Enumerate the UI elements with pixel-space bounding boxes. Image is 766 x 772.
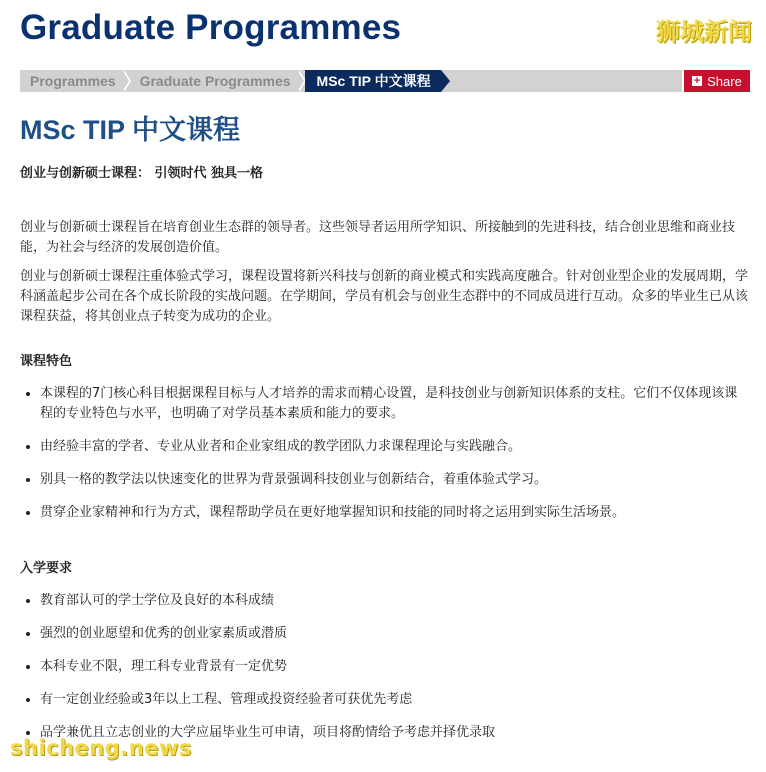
section-title: MSc TIP 中文课程	[20, 115, 241, 145]
list-item: • 强烈的创业愿望和优秀的创业家素质或潜质	[40, 624, 750, 644]
list-item: • 本科专业不限，理工科专业背景有一定优势	[40, 657, 750, 677]
requirements-list	[20, 591, 750, 743]
share-button[interactable]	[684, 70, 750, 92]
page-title: Graduate Programmes	[20, 8, 402, 47]
share-label: Share	[707, 73, 742, 89]
subtitle: 创业与创新硕士课程： 引领时代 独具一格	[20, 166, 264, 181]
main-content	[20, 164, 750, 756]
list-item: • 贯穿企业家精神和行为方式，课程帮助学员在更好地掌握知识和技能的同时将之运用到实际生活场景。	[40, 503, 750, 523]
intro-paragraph: 创业与创新硕士课程注重体验式学习，课程设置将新兴科技与创新的商业模式和实践高度融合。针对创业型企业的发展周期，学科涵盖起步公司在各个成长阶段的实战问题。在学期间，学员有机会与创业生态群中的不同成员进行互动。众多的毕业生已从该课程获益，将其创业点子转变为成功的企业。	[20, 269, 749, 324]
list-item: • 由经验丰富的学者、专业从业者和企业家组成的教学团队力求课程理论与实践融合。	[40, 437, 750, 457]
intro-paragraph: 创业与创新硕士课程旨在培育创业生态群的领导者。这些领导者运用所学知识、所接触到的先进科技，结合创业思维和商业技能，为社会与经济的发展创造价值。	[20, 220, 736, 255]
list-item: • 品学兼优且立志创业的大学应届毕业生可申请，项目将酌情给予考虑并择优录取	[40, 723, 750, 743]
list-item: • 有一定创业经验或3年以上工程、管理或投资经验者可获优先考虑	[40, 690, 750, 710]
breadcrumb-programmes[interactable]: Programmes	[20, 70, 130, 92]
list-item: • 教育部认可的学士学位及良好的本科成绩	[40, 591, 750, 611]
requirements-heading: 入学要求	[20, 561, 73, 576]
breadcrumb	[20, 70, 682, 92]
breadcrumb-current: MSc TIP 中文课程	[305, 70, 441, 92]
watermark-logo-top: 狮城新闻	[656, 18, 752, 46]
plus-icon: +	[693, 75, 701, 87]
watermark-logo-bottom: shicheng.news	[10, 736, 192, 760]
breadcrumb-graduate-programmes[interactable]: Graduate Programmes	[130, 70, 305, 92]
features-heading: 课程特色	[20, 354, 73, 369]
list-item: • 别具一格的教学法以快速变化的世界为背景强调科技创业与创新结合，着重体验式学习。	[40, 470, 750, 490]
list-item: • 本课程的7门核心科目根据课程目标与人才培养的需求而精心设置，是科技创业与创新知识体系的支柱。它们不仅体现该课程的专业特色与水平，也明确了对学员基本素质和能力的要求。	[40, 384, 750, 424]
features-list	[20, 384, 750, 523]
